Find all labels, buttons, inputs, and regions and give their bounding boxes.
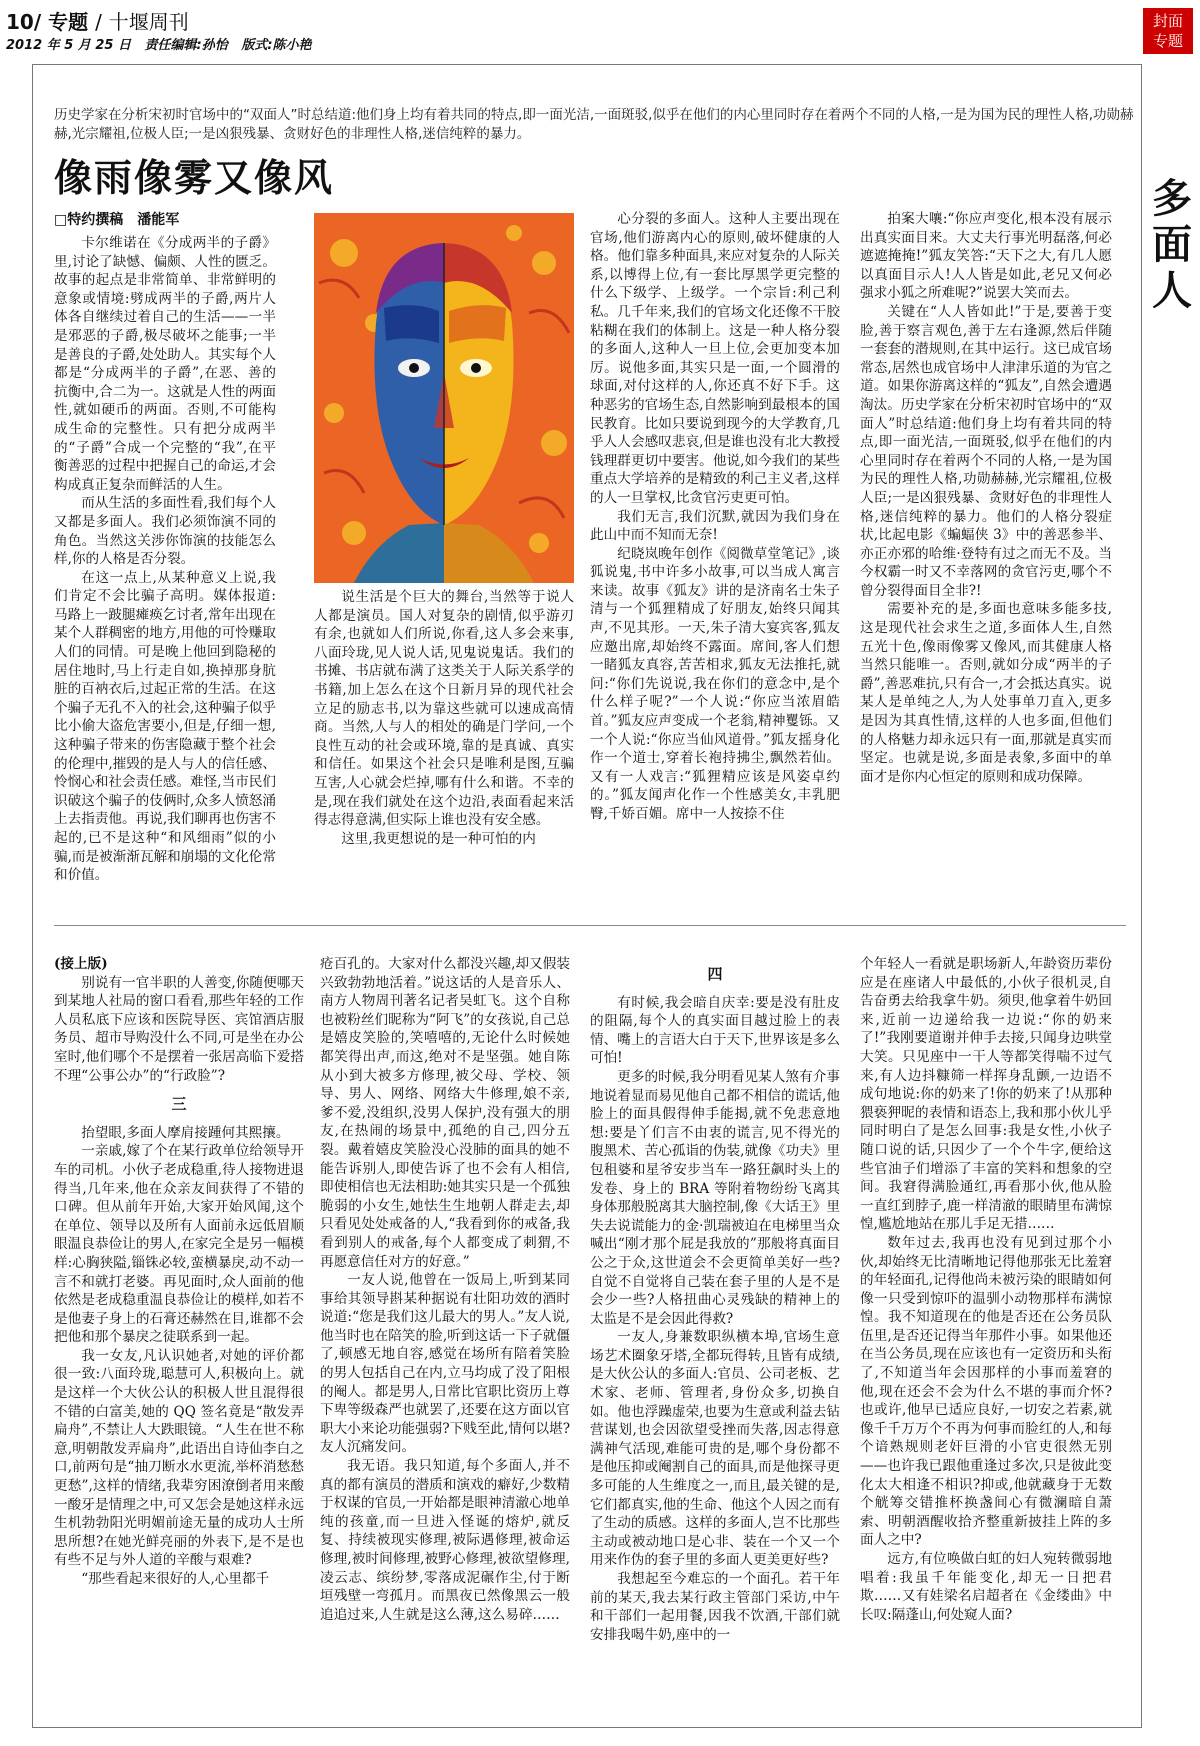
top-column-1 xyxy=(54,234,276,884)
side-title-char-3: 人 xyxy=(1152,267,1192,314)
paragraph: 说生活是个巨大的舞台,当然等于说人人都是演员。国人对复杂的剧情,似乎游刃有余,也就如人们所说,你看,这人多会来事,八面玲珑,见人说人话,见鬼说鬼话。我们的书摊、书店就布满了这类关于人际关系学的书籍,加上怎么在这个日新月异的现代社会立足的励志书,以为靠这些就可以速成高情商。当然,人与人的相处的确是门学问,一个良性互动的社会或环境,靠的是真诚、真实和信任。如果这个社会只是唯利是图,互骗互害,人心就会烂掉,哪有什么和谐。不幸的是,现在我们就处在这个边沿,表面看起来活得志得意满,但实际上谁也没有安全感。 xyxy=(314,589,574,829)
top-column-3 xyxy=(590,210,840,846)
bottom-column-2 xyxy=(320,955,570,1720)
paragraph: 在这一点上,从某种意义上说,我们肯定不会比骗子高明。媒体报道:马路上一跛腿瘫痪乞讨者,常年出现在某个人群稠密的地方,用他的可怜赚取人们的同情。可是晚上他回到隐秘的居住地时,马上行走自如,换掉那身肮脏的百衲衣后,过起正常的生活。在这个骗子无孔不入的社会,这种骗子似乎比小偷大盗危害要小,但是,仔细一想,这种骗子带来的伤害隐藏于整个社会的伦理中,摧毁的是人与人的信任感、怜悯心和社会责任感。难怪,当市民们识破这个骗子的伎俩时,众多人愤怒涌上去指责他。再说,我们聊再也伤害不起的,已不是这种“和风细雨”似的小骗,而是被渐渐瓦解和崩塌的文化伦常和价值。 xyxy=(54,569,276,884)
top-column-4 xyxy=(860,210,1112,846)
section-heading-four: 四 xyxy=(707,965,723,983)
paragraph: 我们无言,我们沉默,就因为我们身在此山中而不知而无奈! xyxy=(590,508,840,544)
paragraph: 关键在“人人皆如此!”于是,要善于变脸,善于察言观色,善于左右逢源,然后伴随一套套的潜规则,在其中运行。这已成官场常态,居然也成官场中人津津乐道的为官之道。如果你游离这样的“狐友”,自然会遭遇淘汰。历史学家在分析宋初时官场中的“双面人”时总结道:他们身上均有着共同的特点,即一面光洁,一面斑驳,似乎在他们的内心里同时存在着两个不同的人格,一是为国为民的理性人格,功勋赫赫,光宗耀祖,位极人臣;一是凶狠残暴、贪财好色的非理性人格,迷信纯粹的暴力。他们的人格分裂症状,比起电影《蝙蝠侠 3》中的善恶参半、亦正亦邪的哈维·登特有过之而无不及。当今权霸一时又不幸落网的贪官污吏,哪个不曾分裂得面目全非?! xyxy=(860,303,1112,599)
bottom-column-3 xyxy=(590,955,840,1720)
page-header xyxy=(6,6,189,35)
intro-summary: 历史学家在分析宋初时官场中的“双面人”时总结道:他们身上均有着共同的特点,即一面光洁,一面斑驳,似乎在他们的内心里同时存在着两个不同的人格,一是为国为民的理性人格,功勋赫赫,光宗耀祖,位极人臣;一是凶狠残暴、贪财好色的非理性人格,迷信纯粹的暴力。 xyxy=(54,107,1134,142)
paragraph: 我想起至今难忘的一个面孔。若干年前的某天,我去某行政主管部门采访,中午和干部们一起用餐,因我不饮酒,干部们就安排我喝牛奶,座中的一 xyxy=(590,1571,840,1643)
paragraph: 拍案大嚷:“你应声变化,根本没有展示出真实面目来。大丈夫行事光明磊落,何必遮遮掩掩!”狐友笑答:“天下之大,有几人愿以真面目示人!人人皆是如此,老兄又何必强求小狐之所难呢?”说罢大笑而去。 xyxy=(860,211,1112,302)
paragraph: 我一女友,凡认识她者,对她的评价都很一致:八面玲珑,聪慧可人,积极向上。就是这样一个大伙公认的积极人世且混得很不错的白富美,她的 QQ 签名竟是“散发弄扁舟”,不禁让人大跌眼镜。“人生在世不称意,明朝散发弄扁舟”,此语出自诗仙李白之口,前两句是“抽刀断水水更流,举杯消愁愁更愁”,这样的情绪,我辈穷困潦倒者用来酸一酸牙是情理之中,可又怎会是她这样永远生机勃勃阳光明媚前途无量的成功人士所思所想?在她光鲜亮丽的外表下,是不是也有些不足与外人道的辛酸与艰难? xyxy=(54,1347,304,1569)
paragraph: 有时候,我会暗自庆幸:要是没有肚皮的阻隔,每个人的真实面目越过脸上的表情、嘴上的言语大白于天下,世界该是多么可怕! xyxy=(590,994,840,1067)
cover-tag-line-1: 封面 xyxy=(1152,12,1183,30)
publication-name: 十堰周刊 xyxy=(108,10,189,34)
bottom-column-1 xyxy=(54,955,304,1720)
paragraph: 更多的时候,我分明看见某人煞有介事地说着显而易见他自己都不相信的谎话,他脸上的面具假得伸手能揭,就不免悲意地想:要是丫们言不由衷的谎言,见不得光的腹黑术、苦心孤诣的伪装,就像《功夫》里包租婆和星爷安步当车一路狂飙时头上的发卷、身上的 BRA 等附着物纷纷飞离其身体那般脱离其大脑控制,像《大话王》里失去说谎能力的金·凯瑞被迫在电梯里当众喊出“刚才那个屁是我放的”那般将真面目公之于众,这世道会不会更简单美好一些?自觉不自觉将自己装在套子里的人是不是会少一些?人格扭曲心灵残缺的精神上的太监是不是会因此得救? xyxy=(590,1068,840,1327)
paragraph: 心分裂的多面人。这种人主要出现在官场,他们游离内心的原则,破坏健康的人格。他们靠多种面具,来应对复杂的人际关系,以博得上位,有一套比厚黑学更完整的什么下级学、上级学。一个宗旨:利己利私。几千年来,我们的官场文化还像不干胶粘糊在我们的体制上。这是一种人格分裂的多面人,这种人一旦上位,会更加变本加厉。说他多面,其实只是一面,一个圆滑的球面,对付这样的人,你还真不好下手。这种恶劣的官场生态,自然影响到最根本的国民教育。比如只要说到现今的大学教育,几乎人人会感叹悲哀,但是谁也没有北大教授钱理群更切中要害。他说,如今我们的某些重点大学培养的是精致的利己主义者,这样的人一旦掌权,比贪官污吏更可怕。 xyxy=(590,211,840,506)
paragraph: 需要补充的是,多面也意味多能多技,这是现代社会求生之道,多面体人生,自然五光十色,像雨像雾又像风,而其健康人格当然只能唯一。否则,就如分成“两半的子爵”,善恶难抗,只有合一,才会抵达真实。说某人是单纯之人,为人处事单刀直入,更多是因为其真性情,这样的人也多面,但他们的人格魅力却永远只有一面,那就是真实而坚定。也就是说,多面是表象,多面中的单面才是你内心恒定的原则和成功保障。 xyxy=(860,601,1112,785)
layout-credit: 版式:陈小艳 xyxy=(241,38,312,53)
date: 2012 年 5 月 25 日 xyxy=(6,38,131,53)
bottom-column-4 xyxy=(860,955,1112,1720)
paragraph: 我无语。我只知道,每个多面人,并不真的都有演员的潜质和演戏的癖好,少数精于权谋的官员,一开始都是眼神清澈心地单纯的孩童,而一旦进入怪诞的熔炉,就反复、持续被现实修理,被际遇修理,被命运修理,被时间修理,被野心修理,被欲望修理,凌云志、缤纷梦,零落成泥碾作尘,付于断垣残壁一弯孤月。而黑夜已然像黑云一般追追过来,人生就是这么薄,这么易碎…… xyxy=(320,1458,570,1623)
paragraph: 疮百孔的。大家对什么都没兴趣,却又假装兴致勃勃地活着。”说这话的人是音乐人、南方人物周刊著名记者吴虹飞。这个自称也被粉丝们昵称为“阿飞”的女孩说,自己总是嬉皮笑脸的,笑嘻嘻的,无论什么时候她都笑得出声,而这,绝对不是坚强。她自陈从小到大被多方修理,被父母、学校、领导、男人、网络、网络大牛修理,娘不亲,爹不爱,没组织,没男人保护,没有强大的朋友,在热闹的场景中,孤绝的自己,四分五裂。戴着嬉皮笑脸没心没肺的面具的她不能告诉别人,即使告诉了也不会有人相信,即使相信也无法相助:她其实只是一个孤独脆弱的小女生,她怯生生地朝人群走去,却只看见处处戒备的人,“我看到你的戒备,我看到别人的戒备,每个人都变成了刺猬,不再愿意信任对方的好意。” xyxy=(320,956,570,1270)
header-slash: / xyxy=(95,10,102,34)
paragraph: 这里,我更想说的是一种可怕的内 xyxy=(341,830,536,847)
paragraph: 纪晓岚晚年创作《阅微草堂笔记》,谈狐说鬼,书中许多小故事,可以当成人寓言来读。故事《狐友》讲的是济南名士朱子清与一个狐狸精成了好朋友,始终只闻其声,不见其形。一天,朱子清大宴宾客,狐友应邀出席,却始终不露面。席间,客人们想一睹狐友真容,苦苦相求,狐友无法推托,就问:“你们先说说,我在你们的意念中,是个什么样子呢?”一个人说:“你应当浓眉皓首。”狐友应声变成一个老翁,精神矍铄。又一个人说:“你应当仙风道骨。”狐友摇身化作一个道士,穿着长袍持拂尘,飘然若仙。又有一人戏言:“狐狸精应该是风姿卓约的。”狐友闻声化作一个性感美女,丰乳肥臀,千娇百媚。席中一人按捺不住 xyxy=(590,545,840,822)
paragraph: 数年过去,我再也没有见到过那个小伙,却始终无比清晰地记得他那张无比羞窘的年轻面孔,记得他尚未被污染的眼睛如何像一只受到惊吓的温驯小动物那样布满惊惶。我不知道现在的他是否还在公务员队伍里,是否还记得当年那件小事。如果他还在当公务员,现在应该也有一定资历和头衔了,不知道当年会因那样的小事而羞窘的他,现在还会不会为什么不堪的事而介怀?也或许,他早已适应良好,一切安之若素,就像千千万万个不再为何事而脸红的人,和每个谙熟规则老奸巨滑的小官吏很然无别——也许我已跟他重逢过多次,只是彼此变化太大相逢不相识?抑或,他就藏身于无数个觥筹交错推杯换盏间心有微澜暗自萧索、明朝酒醒收拾齐整重新披挂上阵的多面人之中? xyxy=(860,1234,1112,1549)
paragraph: 个年轻人一看就是职场新人,年龄资历辈份应是在座诸人中最低的,小伙子很机灵,自告奋勇去给我拿牛奶。须臾,他拿着牛奶回来,近前一边递给我一边说:“你的奶来了!”我刚要道谢并伸手去接,只闻身边哄堂大笑。只见座中一干人等都笑得喘不过气来,有人边抖糠筛一样挥身乱颤,一边语不成句地说:你的奶来了!你的奶来了!从那种猥亵狎昵的表情和语态上,我和那小伙儿乎同时明白了是怎么回事:我是女性,小伙子随口说的话,只因少了一个个牛字,便给这些官油子们增添了丰富的笑料和想象的空间。我窘得满脸通红,再看那小伙,他从脸一直红到脖子,鹿一样清澈的眼睛里布满惊惶,尴尬地站在那儿手足无措…… xyxy=(860,956,1112,1233)
side-title-char-1: 多 xyxy=(1152,175,1192,222)
section-name: 专题 xyxy=(48,10,89,34)
page-number: 10/ xyxy=(6,10,42,34)
cover-tag-line-2: 专题 xyxy=(1152,32,1183,50)
top-column-2 xyxy=(314,588,574,846)
side-title-char-2: 面 xyxy=(1152,221,1192,268)
portrait-painting-image xyxy=(314,213,574,583)
cover-feature-tag xyxy=(1143,8,1193,54)
paragraph: “那些看起来很好的人,心里都千 xyxy=(81,1571,270,1587)
byline: □特约撰稿 潘能军 xyxy=(54,212,180,228)
paragraph: 远方,有位唤做白虹的妇人宛转微弱地唱着:我虽千年能变化,却无一日把君欺……又有娃梁名启超者在《金缕曲》中长叹:隔蓬山,何处窥人面? xyxy=(860,1551,1112,1623)
editor: 责任编辑:孙怡 xyxy=(144,38,228,53)
section-divider xyxy=(54,925,1126,926)
continued-label: (接上版) xyxy=(54,956,108,972)
headline: 像雨像雾又像风 xyxy=(54,155,335,200)
header-dateline xyxy=(6,34,312,53)
paragraph: 一亲戚,嫁了个在某行政单位给领导开车的司机。小伙子老成稳重,待人接物进退得当,几年来,他在众亲友间获得了不错的口碑。但从前年开始,大家开始风闻,这个在单位、领导以及所有人面前永远低眉顺眼温良恭俭让的男人,在家完全是另一幅模样:心胸狭隘,锱铢必较,蛮横暴戾,动不动一言不和就打老婆。再见面时,众人面前的他依然是老成稳重温良恭俭让的模样,如若不是他妻子身上的石膏还赫然在目,谁都不会把他和那个暴戾之徒联系到一起。 xyxy=(54,1143,304,1346)
paragraph: 而从生活的多面性看,我们每个人又都是多面人。我们必须饰演不同的角色。当然这关涉你饰演的技能怎么样,你的人格是否分裂。 xyxy=(54,495,276,568)
section-heading-three: 三 xyxy=(171,1095,187,1114)
paragraph: 卡尔维诺在《分成两半的子爵》里,讨论了缺憾、偏颇、人性的匮乏。故事的起点是非常简单、非常鲜明的意象或情境:劈成两半的子爵,两片人体各自继续过着自己的生活——一半是邪恶的子爵,极尽破坏之能事;一半是善良的子爵,处处助人。其实每个人都是“分成两半的子爵”,在恶、善的抗衡中,合二为一。这就是人性的两面性,就如硬币的两面。否则,不可能构成生命的完整性。只有把分成两半的“子爵”合成一个完整的“我”,在平衡善恶的过程中把握自己的命运,才会构成真正复杂而鲜活的人生。 xyxy=(54,235,276,493)
paragraph: 一友人说,他曾在一饭局上,听到某同事给其领导斟某种据说有壮阳功效的酒时说道:“您是我们这儿最大的男人。”友人说,他当时也在陪笑的脸,听到这话一下子就僵了,顿感无地自容,感觉在场所有陪着笑脸的男人包括自己在内,立马均成了没了阳根的阉人。都是男人,日常比官职比资历上尊下卑等级森严也就罢了,还要在这方面以官职大小来论功能强弱?下贱至此,情何以堪?友人沉痛发问。 xyxy=(320,1272,570,1456)
paragraph: 一友人,身兼数职纵横本埠,官场生意场艺术圈象牙塔,全都玩得转,且皆有成绩,是大伙公认的多面人:官员、公司老板、艺术家、老师、管理者,身份众多,切换自如。他也浮躁虚荣,也要为生意或利益去钻营谋划,也会因欲望受挫而失落,因志得意满神气活现,难能可贵的是,哪个身份都不是他压抑或阉割自己的面具,而是他探寻更多可能的人生维度之一,而且,最关键的是,它们都真实,他的生命、他这个人因之而有了生动的质感。这样的多面人,岂不比那些主动或被动地口是心非、装在一个又一个用来作伪的套子里的多面人更美更好些? xyxy=(590,1329,840,1569)
side-title xyxy=(1150,176,1194,314)
paragraph: 别说有一官半职的人善变,你随便哪天到某地人社局的窗口看看,那些年轻的工作人员私底下应该和医院导医、宾馆酒店服务员、超市导购没什么不同,可是坐在办公室时,他们哪个不是摆着一张居高临下爱搭不理“公事公办”的“行政脸”? xyxy=(54,974,304,1084)
paragraph: 抬望眼,多面人摩肩接踵何其熙攘。 xyxy=(81,1124,290,1141)
